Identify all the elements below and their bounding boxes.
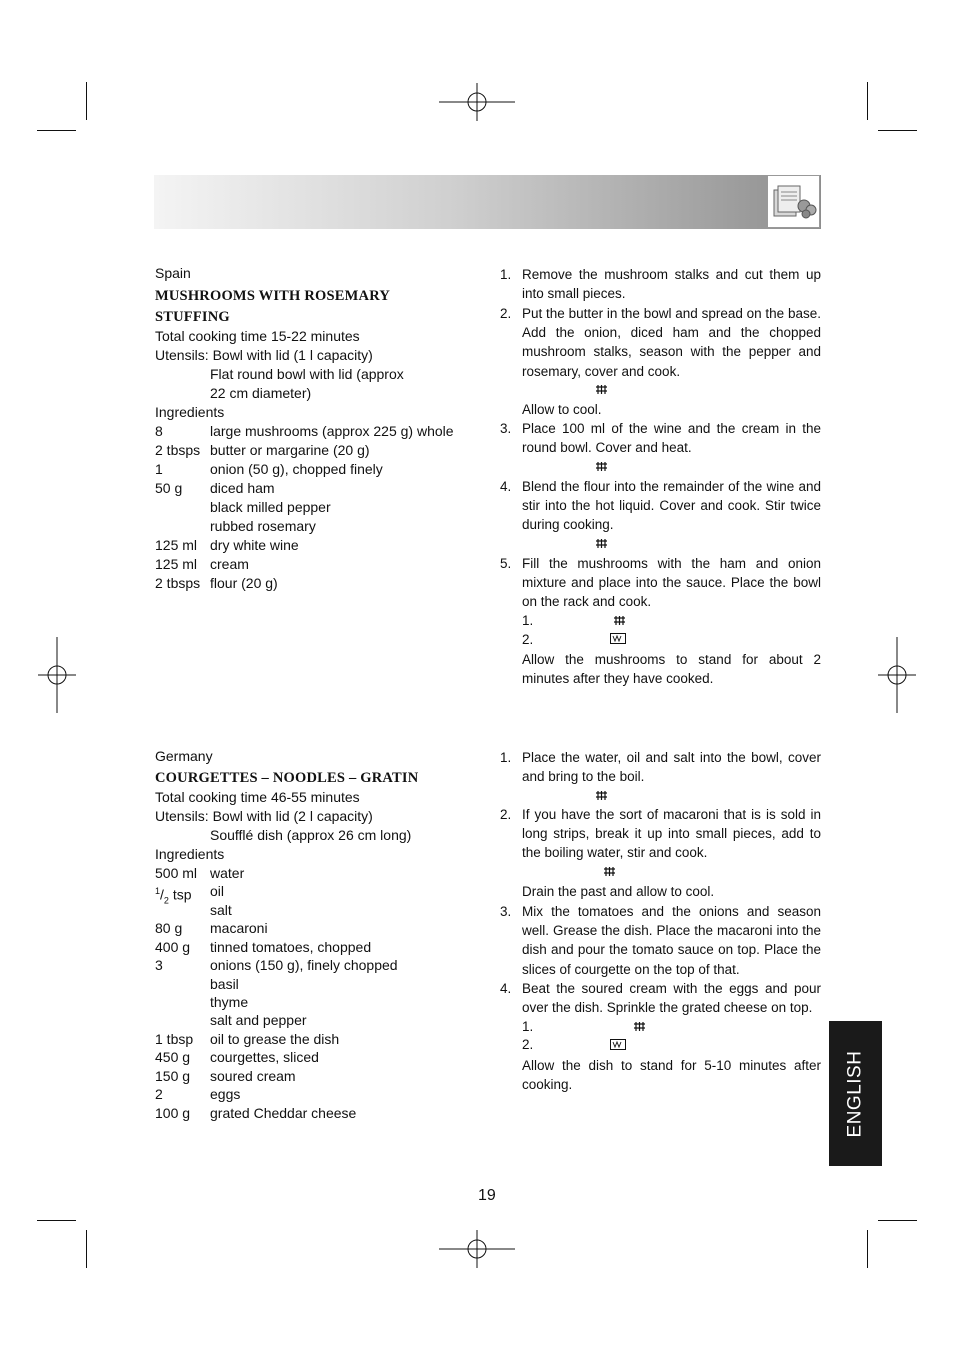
step-text: If you have the sort of macaroni that is is sold in long strips, break it up into small pieces, add to the boiling water, stir and cook. [522,807,821,861]
recipe-1-ingredients-label: Ingredients [155,404,225,420]
step-text: Drain the past and allow to cool. [522,884,715,899]
microwave-power-icon [603,866,616,877]
recipes-icon [767,175,820,228]
registration-mark-left [38,637,76,713]
ingredient-qty: 2 tbsps [155,442,201,458]
registration-mark-right [878,637,916,713]
step-text: Place the water, oil and salt into the bowl, cover and bring to the boil. [522,750,821,785]
recipe-1-utensils-3: 22 cm diameter) [210,385,312,401]
recipe-1-country: Spain [155,265,191,281]
step-text: Fill the mushrooms with the ham and onion mixture and place into the sauce. Place the bowl on the rack and cook. [522,556,821,610]
ingredient-qty: 3 [155,957,163,973]
step-number: 4. [500,981,512,996]
ingredient-item: diced ham [210,480,275,496]
registration-mark-top [439,83,515,121]
recipe-1-utensils-2: Flat round bowl with lid (approx [210,366,404,382]
ingredient-qty: 2 [155,1086,163,1102]
step-text: Allow the mushrooms to stand for about 2 minutes after they have cooked. [522,652,821,687]
step-number: 1. [500,267,512,282]
step-number: 2. [500,306,512,321]
ingredient-item: basil [210,976,239,992]
language-tab-label-wrap [829,1021,882,1166]
ingredient-item: oil [210,883,225,899]
substep-number: 1. [522,1019,534,1034]
step-text: Beat the soured cream with the eggs and pour over the dish. Sprinkle the grated cheese on top. [522,981,821,1016]
ingredient-item: cream [210,556,249,572]
step-number: 2. [500,807,512,822]
ingredient-qty: 150 g [155,1068,191,1084]
step-number: 5. [500,556,512,571]
ingredient-item: water [210,865,245,881]
step-number: 4. [500,479,512,494]
ingredient-item: salt and pepper [210,1012,307,1028]
microwave-power-icon [595,538,608,549]
recipe-1-title: MUSHROOMS WITH ROSEMARY [155,288,391,304]
step-text: Put the butter in the bowl and spread on the base. Add the onion, diced ham and the chopped mushroom stalks, season with the pepper and rosemary, cover and cook. [522,306,821,379]
substep-number: 2. [522,632,534,647]
ingredient-item: onions (150 g), finely chopped [210,957,398,973]
step-number: 3. [500,904,512,919]
ingredient-item: soured cream [210,1068,296,1084]
ingredient-qty-fraction: $^1/_2$ tsp [155,886,192,906]
ingredient-qty: 1 tbsp [155,1031,194,1047]
language-tab-label: ENGLISH [844,1050,866,1137]
ingredient-item: butter or margarine (20 g) [210,442,370,458]
ingredient-item: macaroni [210,920,268,936]
ingredient-item: courgettes, sliced [210,1049,319,1065]
header-gradient-band [154,175,821,229]
fraction-denominator: 2 [163,895,169,906]
recipe-2-total-time: Total cooking time 46-55 minutes [155,789,360,805]
recipe-1-title-line2: STUFFING [155,309,230,325]
ingredient-item: salt [210,902,232,918]
ingredient-qty: 125 ml [155,556,198,572]
microwave-power-icon [633,1021,646,1032]
ingredient-item: grated Cheddar cheese [210,1105,357,1121]
ingredient-qty: 500 ml [155,865,198,881]
step-text: Allow the dish to stand for 5-10 minutes after cooking. [522,1058,821,1093]
microwave-power-icon [595,790,608,801]
page-number: 19 [478,1187,496,1204]
ingredient-item: tinned tomatoes, chopped [210,939,372,955]
ingredient-qty: 100 g [155,1105,191,1121]
recipe-2-ingredients-label: Ingredients [155,846,225,862]
grill-icon [610,633,626,644]
ingredient-qty: 80 g [155,920,183,936]
ingredient-qty: 2 tbsps [155,575,201,591]
ingredient-item: dry white wine [210,537,299,553]
recipe-1-total-time: Total cooking time 15-22 minutes [155,328,360,344]
ingredient-item: large mushrooms (approx 225 g) whole [210,423,454,439]
recipe-2-utensils: Utensils: Bowl with lid (2 l capacity) [155,808,373,824]
ingredient-item: flour (20 g) [210,575,278,591]
step-number: 3. [500,421,512,436]
step-number: 1. [500,750,512,765]
step-text: Remove the mushroom stalks and cut them up into small pieces. [522,267,821,302]
ingredient-qty: 450 g [155,1049,191,1065]
recipe-2-utensils-2: Soufflé dish (approx 26 cm long) [210,827,412,843]
ingredient-qty: 125 ml [155,537,198,553]
ingredient-item: rubbed rosemary [210,518,316,534]
step-text: Allow to cool. [522,402,602,417]
step-text: Blend the flour into the remainder of the wine and stir into the hot liquid. Cover and cook. Stir twice during cooking. [522,479,821,533]
substep-number: 1. [522,613,534,628]
microwave-power-icon [595,461,608,472]
recipe-2-country: Germany [155,748,213,764]
grill-icon [610,1039,626,1050]
ingredient-item: oil to grease the dish [210,1031,340,1047]
fraction-unit: tsp [172,886,192,903]
ingredient-qty: 400 g [155,939,191,955]
ingredient-qty: 50 g [155,480,183,496]
microwave-power-icon [595,384,608,395]
substep-number: 2. [522,1037,534,1052]
recipe-1-utensils: Utensils: Bowl with lid (1 l capacity) [155,347,373,363]
ingredient-item: thyme [210,994,249,1010]
registration-mark-bottom [439,1230,515,1268]
ingredient-qty: 8 [155,423,163,439]
step-text: Place 100 ml of the wine and the cream in the round bowl. Cover and heat. [522,421,821,456]
fraction-numerator: 1 [155,886,161,896]
ingredient-item: eggs [210,1086,241,1102]
ingredient-item: onion (50 g), chopped finely [210,461,383,477]
ingredient-qty: 1 [155,461,163,477]
microwave-power-icon [613,615,626,626]
ingredient-item: black milled pepper [210,499,331,515]
recipe-2-title: COURGETTES – NOODLES – GRATIN [155,770,419,786]
step-text: Mix the tomatoes and the onions and season well. Grease the dish. Place the macaroni into the dish and pour the tomato sauce on top. Place the slices of courgette on the top of that. [522,904,821,977]
